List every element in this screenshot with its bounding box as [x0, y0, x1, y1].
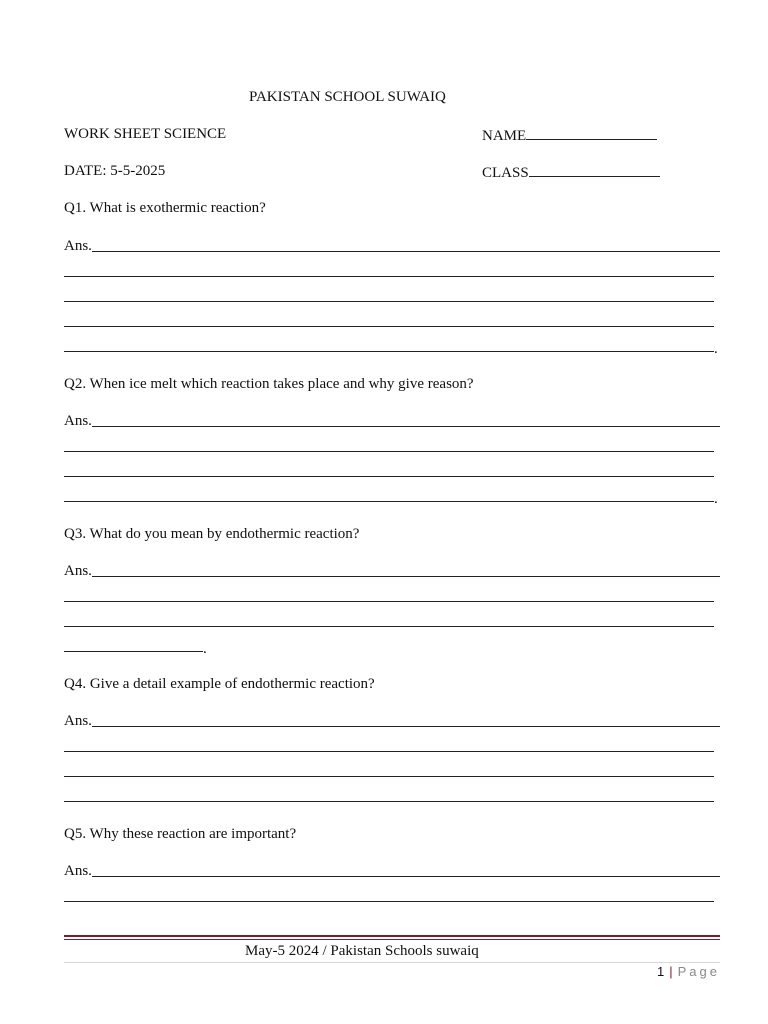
- line-end-mark: .: [714, 491, 718, 507]
- answer-label: Ans.: [64, 863, 92, 879]
- question-2: Q2. When ice melt which reaction takes place and why give reason?: [64, 376, 474, 392]
- footer-rule-thin: [64, 939, 720, 940]
- footer-text: May-5 2024 / Pakistan Schools suwaiq: [245, 943, 479, 959]
- class-label: CLASS: [482, 165, 529, 181]
- footer-rule-thick: [64, 935, 720, 937]
- answer-line[interactable]: [64, 476, 714, 477]
- answer-label: Ans.: [64, 238, 92, 254]
- answer-1-first-line[interactable]: [64, 237, 720, 255]
- answer-2-first-line[interactable]: [64, 412, 720, 430]
- answer-line-short[interactable]: [64, 651, 203, 652]
- answer-4-first-line[interactable]: [64, 712, 720, 730]
- name-blank[interactable]: [526, 125, 657, 140]
- question-4: Q4. Give a detail example of endothermic reaction?: [64, 676, 375, 692]
- answer-line[interactable]: [64, 451, 714, 452]
- answer-blank[interactable]: [92, 412, 720, 427]
- answer-line[interactable]: [64, 501, 714, 502]
- answer-line[interactable]: [64, 801, 714, 802]
- answer-line[interactable]: [64, 301, 714, 302]
- answer-blank[interactable]: [92, 237, 720, 252]
- answer-line[interactable]: [64, 626, 714, 627]
- answer-line[interactable]: [64, 276, 714, 277]
- class-field[interactable]: [482, 162, 660, 182]
- answer-label: Ans.: [64, 413, 92, 429]
- answer-line[interactable]: [64, 901, 714, 902]
- footer-divider: [64, 962, 720, 963]
- question-1: Q1. What is exothermic reaction?: [64, 200, 266, 216]
- name-field[interactable]: [482, 125, 657, 145]
- answer-line[interactable]: [64, 776, 714, 777]
- answer-blank[interactable]: [92, 712, 720, 727]
- name-label: NAME: [482, 128, 527, 144]
- answer-blank[interactable]: [92, 562, 720, 577]
- line-end-mark: .: [714, 341, 718, 357]
- page-word: Page: [677, 964, 720, 979]
- worksheet-subject: WORK SHEET SCIENCE: [64, 126, 227, 142]
- page-number-value: 1: [657, 964, 666, 979]
- question-5: Q5. Why these reaction are important?: [64, 826, 297, 842]
- answer-line[interactable]: [64, 326, 714, 327]
- answer-blank[interactable]: [92, 862, 720, 877]
- answer-label: Ans.: [64, 563, 92, 579]
- line-end-mark: .: [203, 641, 207, 657]
- answer-line[interactable]: [64, 601, 714, 602]
- answer-label: Ans.: [64, 713, 92, 729]
- answer-3-first-line[interactable]: [64, 562, 720, 580]
- page-separator: |: [669, 964, 674, 979]
- answer-line[interactable]: [64, 751, 714, 752]
- worksheet-date: DATE: 5-5-2025: [64, 163, 166, 179]
- page-number: [657, 964, 720, 979]
- class-blank[interactable]: [529, 162, 660, 177]
- answer-5-first-line[interactable]: [64, 862, 720, 880]
- answer-line[interactable]: [64, 351, 714, 352]
- question-3: Q3. What do you mean by endothermic reaction?: [64, 526, 360, 542]
- school-title: PAKISTAN SCHOOL SUWAIQ: [249, 89, 446, 105]
